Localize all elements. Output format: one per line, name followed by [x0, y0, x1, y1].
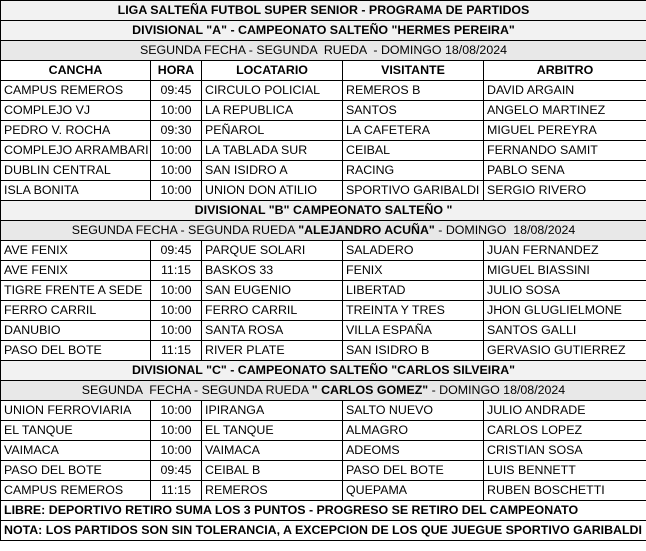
cell-locatario: REMEROS: [202, 481, 343, 501]
cell-cancha: UNION FERROVIARIA: [1, 401, 151, 421]
section-subheading-row: [1, 221, 646, 241]
cell-cancha: PASO DEL BOTE: [1, 461, 151, 481]
tolerance-note: NOTA: LOS PARTIDOS SON SIN TOLERANCIA, A EXCEPCION DE LOS QUE JUEGUE SPORTIVO GARIBALDI: [1, 521, 646, 541]
cell-hora: 09:30: [151, 121, 202, 141]
cell-hora: 10:00: [151, 161, 202, 181]
cell-cancha: TIGRE FRENTE A SEDE: [1, 281, 151, 301]
cell-hora: 10:00: [151, 101, 202, 121]
cell-arbitro: CRISTIAN SOSA: [484, 441, 646, 461]
match-row: [1, 241, 646, 261]
cell-hora: 10:00: [151, 281, 202, 301]
match-row: [1, 301, 646, 321]
section-heading: DIVISIONAL "B" CAMPEONATO SALTEÑO ": [1, 201, 646, 221]
match-row: [1, 321, 646, 341]
subheading-day-text: - DOMINGO 18/08/2024: [366, 43, 507, 57]
cell-hora: 10:00: [151, 301, 202, 321]
cell-cancha: DUBLIN CENTRAL: [1, 161, 151, 181]
cell-locatario: PEÑAROL: [202, 121, 343, 141]
match-row: [1, 121, 646, 141]
cell-arbitro: LUIS BENNETT: [484, 461, 646, 481]
column-header-row: [1, 61, 646, 81]
title-row: [1, 1, 646, 21]
column-header: VISITANTE: [343, 61, 484, 81]
cell-visitante: SAN ISIDRO B: [343, 341, 484, 361]
subheading-date-text: SEGUNDA FECHA - SEGUNDA RUEDA: [139, 43, 367, 57]
cell-visitante: REMEROS B: [343, 81, 484, 101]
cell-hora: 11:15: [151, 261, 202, 281]
cell-arbitro: JULIO ANDRADE: [484, 401, 646, 421]
match-row: [1, 101, 646, 121]
cell-hora: 11:15: [151, 481, 202, 501]
cell-hora: 10:00: [151, 181, 202, 201]
cell-cancha: PEDRO V. ROCHA: [1, 121, 151, 141]
cell-cancha: VAIMACA: [1, 441, 151, 461]
cell-locatario: VAIMACA: [202, 441, 343, 461]
cell-arbitro: MIGUEL BIASSINI: [484, 261, 646, 281]
section-subheading-row: [1, 381, 646, 401]
cell-hora: 10:00: [151, 321, 202, 341]
cell-visitante: ALMAGRO: [343, 421, 484, 441]
cell-cancha: COMPLEJO VJ: [1, 101, 151, 121]
cell-cancha: EL TANQUE: [1, 421, 151, 441]
cell-locatario: BASKOS 33: [202, 261, 343, 281]
cell-visitante: SALADERO: [343, 241, 484, 261]
cell-arbitro: MIGUEL PEREYRA: [484, 121, 646, 141]
cell-locatario: UNION DON ATILIO: [202, 181, 343, 201]
match-row: [1, 441, 646, 461]
cell-locatario: RIVER PLATE: [202, 341, 343, 361]
column-header: LOCATARIO: [202, 61, 343, 81]
cell-hora: 11:15: [151, 341, 202, 361]
match-row: [1, 161, 646, 181]
cell-cancha: AVE FENIX: [1, 241, 151, 261]
column-header: ARBITRO: [484, 61, 646, 81]
cell-visitante: PASO DEL BOTE: [343, 461, 484, 481]
cell-arbitro: FERNANDO SAMIT: [484, 141, 646, 161]
match-row: [1, 181, 646, 201]
subheading-date-text: SEGUNDA FECHA - SEGUNDA RUEDA: [71, 223, 299, 237]
cell-cancha: CAMPUS REMEROS: [1, 81, 151, 101]
cell-locatario: CIRCULO POLICIAL: [202, 81, 343, 101]
cell-locatario: CEIBAL B: [202, 461, 343, 481]
section-heading: DIVISIONAL "A" - CAMPEONATO SALTEÑO "HERMES PEREIRA": [1, 21, 646, 41]
cell-arbitro: DAVID ARGAIN: [484, 81, 646, 101]
cell-hora: 10:00: [151, 141, 202, 161]
cell-arbitro: JULIO SOSA: [484, 281, 646, 301]
cell-arbitro: JHON GLUGLIELMONE: [484, 301, 646, 321]
section-subheading-row: [1, 41, 646, 61]
bye-note: LIBRE: DEPORTIVO RETIRO SUMA LOS 3 PUNTOS - PROGRESO SE RETIRO DEL CAMPEONATO: [1, 501, 646, 521]
column-header: CANCHA: [1, 61, 151, 81]
subheading-day-text: - DOMINGO 18/08/2024: [428, 383, 566, 397]
cell-arbitro: ANGELO MARTINEZ: [484, 101, 646, 121]
match-row: [1, 401, 646, 421]
cell-hora: 09:45: [151, 81, 202, 101]
section-subheading: [1, 221, 646, 241]
cell-hora: 10:00: [151, 421, 202, 441]
section-heading-row: [1, 361, 646, 381]
match-row: [1, 481, 646, 501]
match-row: [1, 81, 646, 101]
match-row: [1, 261, 646, 281]
cell-visitante: LIBERTAD: [343, 281, 484, 301]
cell-visitante: TREINTA Y TRES: [343, 301, 484, 321]
cell-arbitro: RUBEN BOSCHETTI: [484, 481, 646, 501]
cell-arbitro: SANTOS GALLI: [484, 321, 646, 341]
section-heading-row: [1, 201, 646, 221]
cell-hora: 10:00: [151, 441, 202, 461]
cell-hora: 09:45: [151, 241, 202, 261]
match-row: [1, 141, 646, 161]
cell-visitante: ADEOMS: [343, 441, 484, 461]
subheading-honoree: "ALEJANDRO ACUÑA": [298, 223, 435, 237]
subheading-day-text: - DOMINGO 18/08/2024: [434, 223, 576, 237]
cell-arbitro: CARLOS LOPEZ: [484, 421, 646, 441]
match-row: [1, 461, 646, 481]
cell-locatario: FERRO CARRIL: [202, 301, 343, 321]
cell-cancha: AVE FENIX: [1, 261, 151, 281]
cell-locatario: EL TANQUE: [202, 421, 343, 441]
match-row: [1, 281, 646, 301]
note-row: [1, 521, 646, 541]
note-row: [1, 501, 646, 521]
cell-locatario: SANTA ROSA: [202, 321, 343, 341]
cell-cancha: DANUBIO: [1, 321, 151, 341]
page-title: LIGA SALTEÑA FUTBOL SUPER SENIOR - PROGRAMA DE PARTIDOS: [1, 1, 646, 21]
cell-visitante: SALTO NUEVO: [343, 401, 484, 421]
cell-arbitro: PABLO SENA: [484, 161, 646, 181]
section-subheading: [1, 381, 646, 401]
cell-arbitro: SERGIO RIVERO: [484, 181, 646, 201]
cell-cancha: ISLA BONITA: [1, 181, 151, 201]
cell-cancha: FERRO CARRIL: [1, 301, 151, 321]
section-heading-row: [1, 21, 646, 41]
cell-arbitro: JUAN FERNANDEZ: [484, 241, 646, 261]
cell-visitante: QUEPAMA: [343, 481, 484, 501]
subheading-date-text: SEGUNDA FECHA - SEGUNDA RUEDA: [81, 383, 312, 397]
cell-hora: 10:00: [151, 401, 202, 421]
column-header: HORA: [151, 61, 202, 81]
cell-visitante: SANTOS: [343, 101, 484, 121]
cell-visitante: LA CAFETERA: [343, 121, 484, 141]
cell-cancha: COMPLEJO ARRAMBARI: [1, 141, 151, 161]
cell-hora: 09:45: [151, 461, 202, 481]
cell-visitante: FENIX: [343, 261, 484, 281]
cell-locatario: LA REPUBLICA: [202, 101, 343, 121]
cell-cancha: PASO DEL BOTE: [1, 341, 151, 361]
cell-locatario: LA TABLADA SUR: [202, 141, 343, 161]
match-row: [1, 421, 646, 441]
cell-visitante: VILLA ESPAÑA: [343, 321, 484, 341]
section-heading: DIVISIONAL "C" - CAMPEONATO SALTEÑO "CARLOS SILVEIRA": [1, 361, 646, 381]
cell-visitante: CEIBAL: [343, 141, 484, 161]
cell-locatario: SAN EUGENIO: [202, 281, 343, 301]
section-subheading: [1, 41, 646, 61]
cell-locatario: IPIRANGA: [202, 401, 343, 421]
match-row: [1, 341, 646, 361]
cell-arbitro: GERVASIO GUTIERREZ: [484, 341, 646, 361]
cell-visitante: SPORTIVO GARIBALDI: [343, 181, 484, 201]
cell-locatario: PARQUE SOLARI: [202, 241, 343, 261]
subheading-honoree: " CARLOS GOMEZ": [311, 383, 429, 397]
cell-cancha: CAMPUS REMEROS: [1, 481, 151, 501]
cell-locatario: SAN ISIDRO A: [202, 161, 343, 181]
fixture-table-body: [1, 1, 646, 541]
cell-visitante: RACING: [343, 161, 484, 181]
